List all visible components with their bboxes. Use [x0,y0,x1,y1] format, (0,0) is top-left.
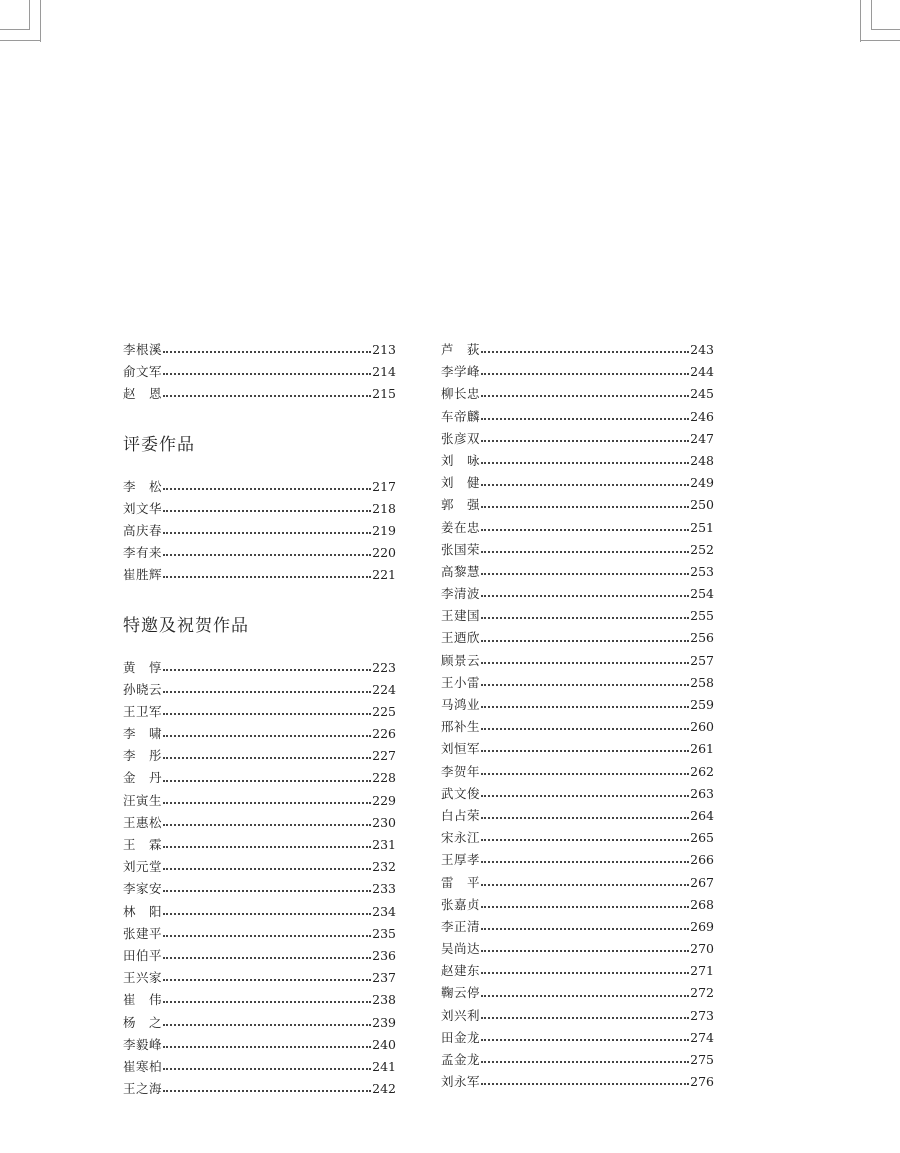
toc-entry [441,872,714,894]
toc-entry-page: 267 [690,874,714,890]
toc-entry-name: 李正清 [441,918,481,934]
toc-entry [123,945,396,967]
toc-entry-name: 金 丹 [123,770,163,786]
toc-entry-page: 227 [372,748,396,764]
toc-entry-name: 赵 恩 [123,386,163,402]
toc-entry-page: 243 [690,342,714,357]
dot-leader [481,972,689,974]
crop-mark [29,0,30,30]
dot-leader [163,780,371,782]
dot-leader [163,846,371,848]
toc-entry-name: 李根溪 [123,342,163,357]
dot-leader [163,735,371,737]
toc-entry [441,517,714,539]
toc-entry-name: 李 啸 [123,726,163,742]
toc-entry-page: 266 [690,852,714,868]
toc-entry [441,738,714,760]
toc-entry-page: 229 [372,792,396,808]
toc-entry-page: 230 [372,814,396,830]
toc-entry [441,406,714,428]
dot-leader [163,691,371,693]
toc-entry [441,472,714,494]
crop-mark [40,0,41,42]
dot-leader [481,506,689,508]
dot-leader [163,554,371,556]
toc-entry-page: 220 [372,545,396,561]
dot-leader [481,395,689,397]
toc-entry-name: 雷 平 [441,874,481,890]
dot-leader [163,713,371,715]
dot-leader [163,957,371,959]
toc-entry-page: 218 [372,500,396,516]
crop-mark [0,29,30,30]
toc-entry-name: 宋永江 [441,830,481,846]
toc-entry-name: 高庆春 [123,522,163,538]
dot-leader [163,824,371,826]
toc-entry [123,383,396,405]
toc-group-invited [123,657,396,1101]
dot-leader [163,395,371,397]
toc-entry [441,561,714,583]
toc-entry [441,982,714,1004]
toc-entry-page: 272 [690,985,714,1001]
toc-entry-page: 256 [690,630,714,646]
toc-entry-name: 车帝麟 [441,408,481,424]
dot-leader [163,373,371,375]
dot-leader [481,529,689,531]
dot-leader [163,868,371,870]
dot-leader [163,1046,371,1048]
toc-entry [441,361,714,383]
toc-left-column [123,339,396,1100]
toc-entry-page: 259 [690,697,714,712]
dot-leader [163,351,371,353]
toc-entry-name: 俞文军 [123,364,163,380]
toc-entry-name: 王兴家 [123,970,163,986]
dot-leader [163,510,371,512]
toc-entry-name: 王 霖 [123,837,163,852]
toc-entry-page: 213 [372,342,396,357]
toc-entry-name: 田伯平 [123,947,163,963]
toc-entry-page: 221 [372,567,396,583]
toc-entry [441,716,714,738]
toc-entry-page: 242 [372,1081,396,1097]
toc-entry [123,476,396,498]
toc-entry-page: 261 [690,741,714,757]
dot-leader [481,440,689,442]
toc-entry-name: 王小雷 [441,674,481,690]
toc-entry-page: 248 [690,452,714,468]
toc-entry-page: 253 [690,563,714,579]
dot-leader [481,1039,689,1041]
toc-entry-name: 王建国 [441,608,481,624]
toc-entry-name: 李 彤 [123,748,163,764]
toc-entry-page: 244 [690,364,714,380]
dot-leader [481,750,689,752]
toc-entry-page: 233 [372,881,396,897]
dot-leader [481,462,689,464]
section-title-invited: 特邀及祝贺作品 [123,615,249,636]
toc-entry-name: 崔胜辉 [123,567,163,583]
crop-mark [860,40,900,41]
dot-leader [163,1024,371,1026]
dot-leader [163,935,371,937]
toc-entry [123,520,396,542]
toc-entry-name: 李贺年 [441,763,481,779]
toc-entry-name: 张建平 [123,925,163,941]
toc-entry-name: 张彦双 [441,430,481,446]
toc-entry-name: 刘 咏 [441,452,481,468]
toc-entry [441,650,714,672]
toc-entry-page: 252 [690,541,714,557]
dot-leader [481,728,689,730]
toc-entry [441,539,714,561]
toc-entry [123,901,396,923]
toc-entry-name: 武文俊 [441,785,481,801]
toc-entry-name: 刘文华 [123,500,163,516]
toc-entry-name: 刘兴利 [441,1007,481,1023]
dot-leader [481,773,689,775]
toc-right-column [441,339,714,1093]
toc-entry-name: 王之海 [123,1081,163,1097]
toc-entry [441,916,714,938]
toc-entry-page: 262 [690,763,714,779]
toc-entry [123,989,396,1011]
crop-mark [871,29,900,30]
crop-mark [0,40,41,41]
toc-entry [441,761,714,783]
toc-entry-page: 246 [690,408,714,424]
dot-leader [481,817,689,819]
dot-leader [163,669,371,671]
toc-entry [123,361,396,383]
toc-entry [123,542,396,564]
toc-entry-name: 李家安 [123,881,163,897]
toc-entry-name: 崔寒柏 [123,1058,163,1074]
toc-entry-page: 254 [690,586,714,602]
toc-entry-name: 郭 强 [441,497,481,513]
toc-entry-page: 270 [690,941,714,957]
toc-entry [123,923,396,945]
dot-leader [481,684,689,686]
toc-entry [123,723,396,745]
toc-entry-name: 吴尚达 [441,941,481,957]
dot-leader [163,757,371,759]
toc-entry-name: 李有来 [123,545,163,561]
toc-entry-page: 219 [372,522,396,538]
toc-entry [123,790,396,812]
toc-entry [441,672,714,694]
dot-leader [481,1083,689,1085]
toc-entry-page: 250 [690,497,714,513]
toc-entry-name: 姜在忠 [441,519,481,535]
dot-leader [481,573,689,575]
toc-entry-page: 241 [372,1058,396,1074]
toc-entry [123,812,396,834]
toc-entry [441,494,714,516]
toc-entry-name: 刘恒军 [441,741,481,757]
toc-entry [123,745,396,767]
toc-entry-page: 235 [372,925,396,941]
toc-entry-name: 田金龙 [441,1029,481,1045]
toc-entry-name: 鞠云停 [441,985,481,1001]
toc-entry [123,339,396,361]
dot-leader [481,484,689,486]
toc-entry-page: 239 [372,1014,396,1030]
toc-entry [441,428,714,450]
dot-leader [481,1017,689,1019]
dot-leader [481,995,689,997]
toc-entry [123,767,396,789]
dot-leader [481,906,689,908]
toc-entry-page: 260 [690,719,714,735]
toc-entry-page: 223 [372,659,396,675]
toc-entry-name: 汪寅生 [123,792,163,808]
toc-entry [123,498,396,520]
toc-entry-name: 崔 伟 [123,992,163,1008]
toc-entry-page: 236 [372,947,396,963]
toc-entry-page: 258 [690,674,714,690]
dot-leader [163,576,371,578]
dot-leader [481,662,689,664]
toc-entry [441,783,714,805]
toc-entry-name: 杨 之 [123,1014,163,1030]
toc-entry [441,1005,714,1027]
toc-entry-page: 238 [372,992,396,1008]
dot-leader [163,913,371,915]
toc-entry [123,1034,396,1056]
toc-entry-page: 231 [372,837,396,852]
toc-entry [441,960,714,982]
toc-entry [441,1049,714,1071]
dot-leader [163,979,371,981]
toc-entry [123,679,396,701]
toc-entry-name: 马鸿业 [441,697,481,712]
toc-entry-name: 顾景云 [441,652,481,668]
section-title-judges: 评委作品 [123,434,195,455]
toc-entry [441,894,714,916]
toc-entry [123,856,396,878]
toc-entry-name: 王厚孝 [441,852,481,868]
toc-entry-page: 234 [372,903,396,919]
toc-entry-name: 孙晓云 [123,681,163,697]
toc-entry-name: 李清波 [441,586,481,602]
toc-entry [441,694,714,716]
toc-entry [123,878,396,900]
toc-entry-page: 232 [372,859,396,875]
toc-entry-page: 251 [690,519,714,535]
dot-leader [481,861,689,863]
toc-entry-name: 王惠松 [123,814,163,830]
toc-entry-page: 265 [690,830,714,846]
toc-entry-page: 215 [372,386,396,402]
toc-entry-name: 高黎慧 [441,563,481,579]
dot-leader [481,640,689,642]
toc-entry-name: 邢补生 [441,719,481,735]
toc-entry-name: 柳长忠 [441,386,481,402]
dot-leader [481,595,689,597]
toc-entry [123,1012,396,1034]
toc-entry-name: 赵建东 [441,963,481,979]
toc-entry [441,339,714,361]
toc-entry-name: 王迺欣 [441,630,481,646]
toc-entry-page: 225 [372,703,396,719]
toc-entry-page: 264 [690,807,714,823]
toc-entry [123,564,396,586]
toc-entry-page: 247 [690,430,714,446]
dot-leader [481,706,689,708]
toc-entry [123,1078,396,1100]
dot-leader [481,351,689,353]
toc-entry-page: 226 [372,726,396,742]
toc-group-judges [123,476,396,587]
toc-entry-page: 249 [690,475,714,491]
toc-entry-page: 273 [690,1007,714,1023]
toc-entry-name: 李毅峰 [123,1036,163,1052]
toc-entry [441,450,714,472]
toc-entry-name: 王卫军 [123,703,163,719]
toc-entry-page: 217 [372,478,396,494]
toc-entry [441,383,714,405]
toc-entry-page: 228 [372,770,396,786]
dot-leader [481,551,689,553]
toc-entry-page: 263 [690,785,714,801]
toc-entry [123,1056,396,1078]
dot-leader [481,950,689,952]
dot-leader [163,1001,371,1003]
toc-entry-page: 271 [690,963,714,979]
toc-entry [441,849,714,871]
dot-leader [481,839,689,841]
toc-entry-name: 林 阳 [123,903,163,919]
toc-entry [441,1071,714,1093]
dot-leader [481,1061,689,1063]
dot-leader [163,1068,371,1070]
toc-entry-name: 李学峰 [441,364,481,380]
dot-leader [481,795,689,797]
dot-leader [163,532,371,534]
toc-group-continued [123,339,396,406]
toc-entry-name: 张国荣 [441,541,481,557]
toc-entry-page: 275 [690,1052,714,1067]
toc-entry-page: 257 [690,652,714,668]
dot-leader [163,488,371,490]
toc-entry [123,657,396,679]
toc-entry-name: 孟金龙 [441,1052,481,1067]
toc-entry [441,605,714,627]
toc-entry-page: 245 [690,386,714,402]
dot-leader [481,418,689,420]
toc-entry-name: 黄 惇 [123,659,163,675]
dot-leader [163,1090,371,1092]
toc-entry-page: 276 [690,1074,714,1090]
toc-entry [441,938,714,960]
toc-entry [123,967,396,989]
toc-entry-name: 刘 健 [441,475,481,491]
toc-entry-page: 268 [690,896,714,912]
toc-entry [123,834,396,856]
toc-entry-name: 刘永军 [441,1074,481,1090]
toc-entry-page: 224 [372,681,396,697]
toc-entry-page: 269 [690,918,714,934]
toc-entry [441,827,714,849]
toc-entry-name: 刘元堂 [123,859,163,875]
toc-entry-page: 214 [372,364,396,380]
dot-leader [481,928,689,930]
toc-entry-page: 274 [690,1029,714,1045]
toc-entry-name: 芦 荻 [441,342,481,357]
toc-entry-name: 白占荣 [441,807,481,823]
toc-entry-page: 237 [372,970,396,986]
toc-entry-page: 255 [690,608,714,624]
crop-mark [871,0,872,30]
crop-mark [860,0,861,42]
toc-entry-page: 240 [372,1036,396,1052]
toc-entry [441,805,714,827]
dot-leader [163,802,371,804]
toc-entry [123,701,396,723]
toc-entry [441,627,714,649]
dot-leader [163,890,371,892]
toc-entry [441,1027,714,1049]
toc-entry [441,583,714,605]
dot-leader [481,373,689,375]
dot-leader [481,884,689,886]
toc-entry-name: 李 松 [123,478,163,494]
dot-leader [481,617,689,619]
toc-entry-name: 张嘉贞 [441,896,481,912]
